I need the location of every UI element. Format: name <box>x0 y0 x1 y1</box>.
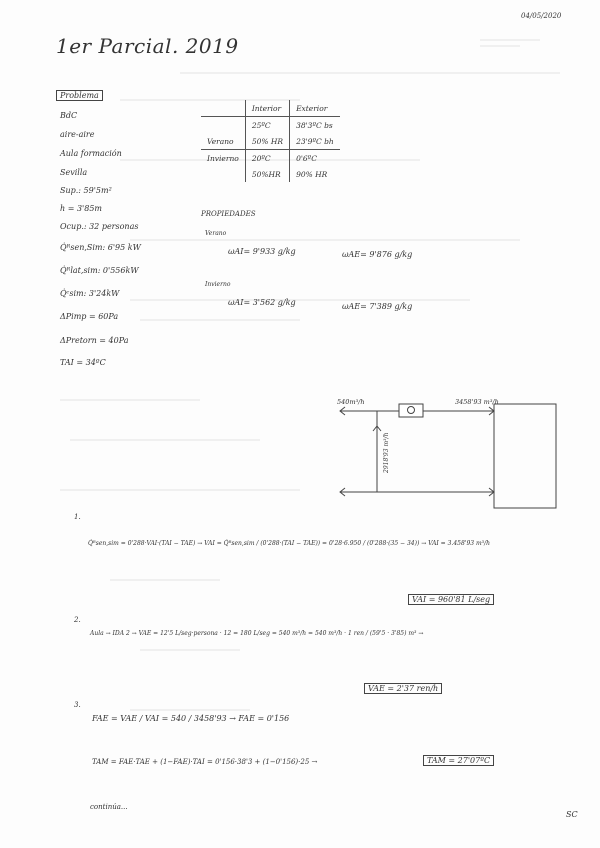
winter-exterior-hr: 90% HR <box>296 169 328 179</box>
step2-equation: Aula → IDA 2 → VAE = 12'5 L/seg·persona · 12 = 180 L/seg = 540 m³/h = 540 m³/h · 1 ren / (59'5 · 3'85) m³ → <box>90 630 424 637</box>
step1-number: 1. <box>74 513 81 521</box>
fan-box <box>399 404 423 417</box>
properties-heading: PROPIEDADES <box>201 210 256 218</box>
problem-line: Ocup.: 32 personas <box>60 222 139 231</box>
problem-line: Q̇ᴿsen,Sim: 6'95 kW <box>60 243 141 252</box>
properties-winter-label: Invierno <box>205 281 231 288</box>
winter-interior-hr: 50%HR <box>245 166 289 182</box>
problem-line: ΔPretorn = 40Pa <box>60 336 129 345</box>
room-box <box>494 404 556 508</box>
col-header-exterior: Exterior <box>290 100 340 117</box>
col-header-interior: Interior <box>245 100 289 117</box>
step3-result: TAM = 27'07ºC <box>423 755 494 766</box>
problem-line: BdC <box>60 111 78 120</box>
step1-result: VAI = 960'81 L/seg <box>408 594 494 605</box>
step2-number: 2. <box>74 616 81 624</box>
right-flow-label: 3458'93 m³/h <box>455 398 499 406</box>
step3-fae: FAE = VAE / VAI = 540 / 3458'93 → FAE = 0'156 <box>92 714 290 723</box>
page-initials: SC <box>566 810 578 819</box>
left-flow-label: 540m³/h <box>337 398 365 406</box>
problem-line: Q̇ᶜsim: 3'24kW <box>60 289 120 298</box>
summer-exterior-bs: 38'3ºC bs <box>296 120 333 130</box>
page-title: 1er Parcial. 2019 <box>56 34 239 58</box>
step1-equation: Q̇ᴿsen,sim = 0'288·VAI·(TAI − TAE) → VAI = Q̇ᴿsen,sim / (0'288·(TAI − TAE)) = 0'28·6.950 / (0'288·(35 − 34)) → VAI = 3.458'93 m³/h <box>88 540 490 547</box>
row-label-summer: Verano <box>201 133 245 150</box>
properties-summer-label: Verano <box>205 230 227 237</box>
problem-line: Aula formación <box>60 149 122 158</box>
summer-wai: ωAI= 9'933 g/kg <box>228 247 296 256</box>
problem-line: aire-aire <box>60 130 95 139</box>
problem-line: Q̇ᴿlat,sim: 0'556kW <box>60 266 139 275</box>
winter-exterior-temp: 0'6ºC <box>296 153 317 163</box>
continues-note: continúa... <box>90 803 128 811</box>
summer-exterior-bh: 23'9ºC bh <box>290 133 340 150</box>
summer-interior-hr: 50% HR <box>245 133 289 150</box>
vertical-flow-label: 2918'93 m³/h <box>383 432 390 473</box>
winter-wae: ωAE= 7'389 g/kg <box>342 302 413 311</box>
problem-line: h = 3'85m <box>60 204 102 213</box>
problem-line: Sevilla <box>60 168 88 177</box>
step3-number: 3. <box>74 701 81 709</box>
step2-result: VAE = 2'37 ren/h <box>364 683 442 694</box>
problem-line: TAI = 34ºC <box>60 358 106 367</box>
row-label-winter: Invierno <box>201 150 245 167</box>
summer-interior-temp: 25ºC <box>245 117 289 134</box>
problem-line: ΔPimp = 60Pa <box>60 312 119 321</box>
winter-interior-temp: 20ºC <box>245 150 289 167</box>
page-date: 04/05/2020 <box>521 12 562 20</box>
summer-wae: ωAE= 9'876 g/kg <box>342 250 413 259</box>
step3-tm: TAM = FAE·TAE + (1−FAE)·TAI = 0'156·38'3 + (1−0'156)·25 → <box>92 758 318 766</box>
winter-wai: ωAI= 3'562 g/kg <box>228 298 296 307</box>
problem-heading: Problema <box>56 90 103 101</box>
problem-line: Sup.: 59'5m² <box>60 186 112 195</box>
